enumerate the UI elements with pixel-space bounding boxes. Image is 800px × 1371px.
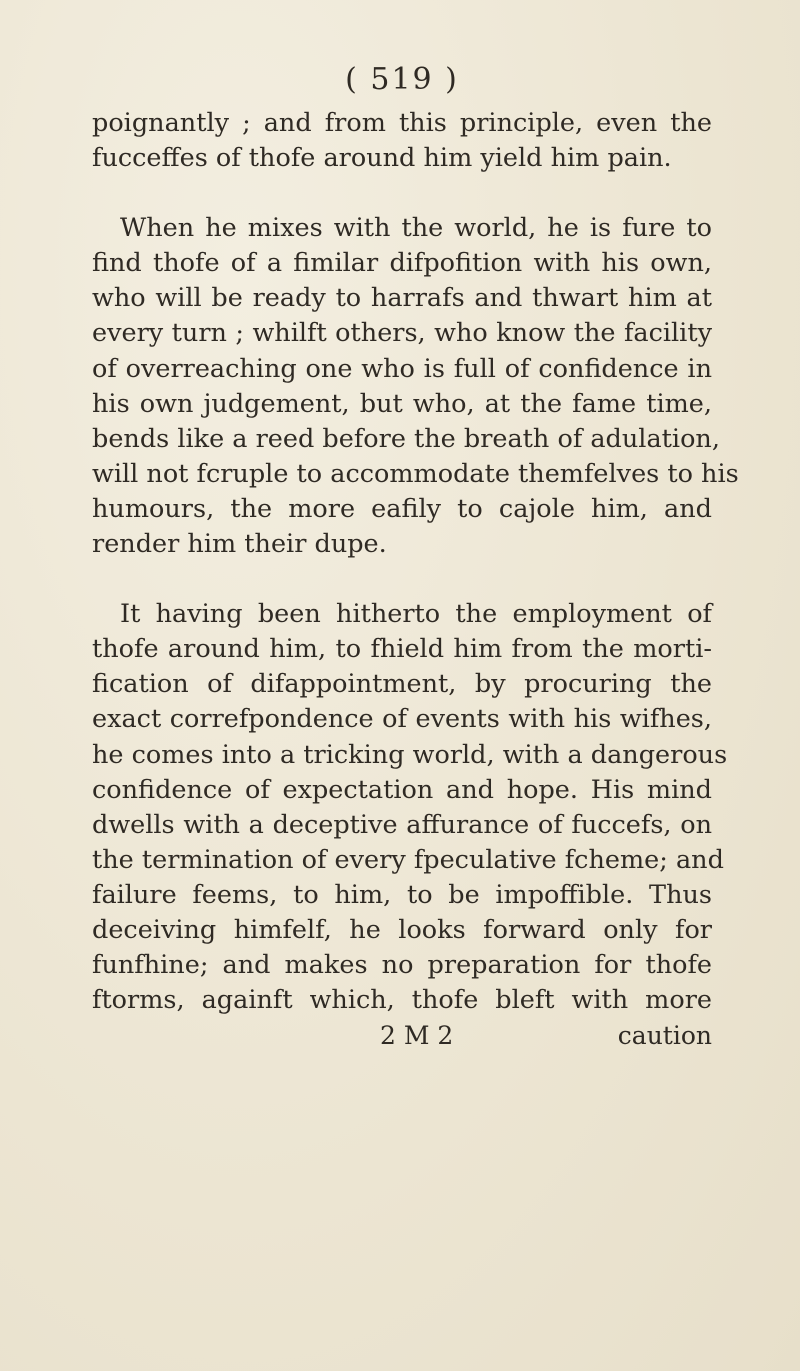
page-footer xyxy=(92,1018,712,1054)
text-line: render him their dupe. xyxy=(92,529,387,560)
text-line: bends like a reed before the breath of adulation, xyxy=(92,423,720,454)
text-line: fucceffes of thofe around him yield him pain. xyxy=(92,143,672,174)
text-line: every turn ; whilft others, who know the facility xyxy=(92,318,712,349)
text-line: exact correfpondence of events with his wifhes, xyxy=(92,704,712,735)
text-line: of overreaching one who is full of confidence in xyxy=(92,353,712,384)
text-line: thofe around him, to fhield him from the morti- xyxy=(92,634,712,665)
paragraph-1 xyxy=(92,106,712,176)
text-line: It having been hitherto the employment of xyxy=(120,599,712,630)
catchword: caution xyxy=(617,1021,712,1051)
text-line: poignantly ; and from this principle, even the xyxy=(92,108,712,138)
text-line: who will be ready to harrafs and thwart him at xyxy=(92,283,712,314)
book-page xyxy=(92,60,739,1054)
text-line: the termination of every fpeculative fcheme; and xyxy=(92,844,724,875)
paragraph-spacer xyxy=(92,562,712,597)
text-line: he comes into a tricking world, with a dangerous xyxy=(92,739,728,770)
text-line: funfhine; and makes no preparation for thofe xyxy=(92,950,712,981)
text-line: will not fcruple to accommodate themfelves to his xyxy=(92,458,739,489)
paragraph-spacer xyxy=(92,176,712,211)
paragraph-3 xyxy=(92,597,728,1018)
text-line: his own judgement, but who, at the fame time, xyxy=(92,388,712,419)
text-line: fication of difappointment, by procuring the xyxy=(92,669,712,700)
text-line: find thofe of a fimilar difpofition with his own, xyxy=(92,248,712,279)
text-line: When he mixes with the world, he is fure to xyxy=(120,213,712,244)
text-line: failure feems, to him, to be impoffible. Thus xyxy=(92,879,712,910)
text-line: humours, the more eafily to cajole him, and xyxy=(92,493,712,524)
text-line: dwells with a deceptive affurance of fuccefs, on xyxy=(92,809,712,840)
paragraph-2 xyxy=(92,211,739,562)
page-number: ( 519 ) xyxy=(345,62,459,97)
text-line: deceiving himfelf, he looks forward only for xyxy=(92,914,712,945)
signature-mark: 2 M 2 xyxy=(380,1021,454,1051)
text-line: ftorms, againft which, thofe bleft with more xyxy=(92,985,712,1016)
text-line: confidence of expectation and hope. His mind xyxy=(92,774,712,805)
